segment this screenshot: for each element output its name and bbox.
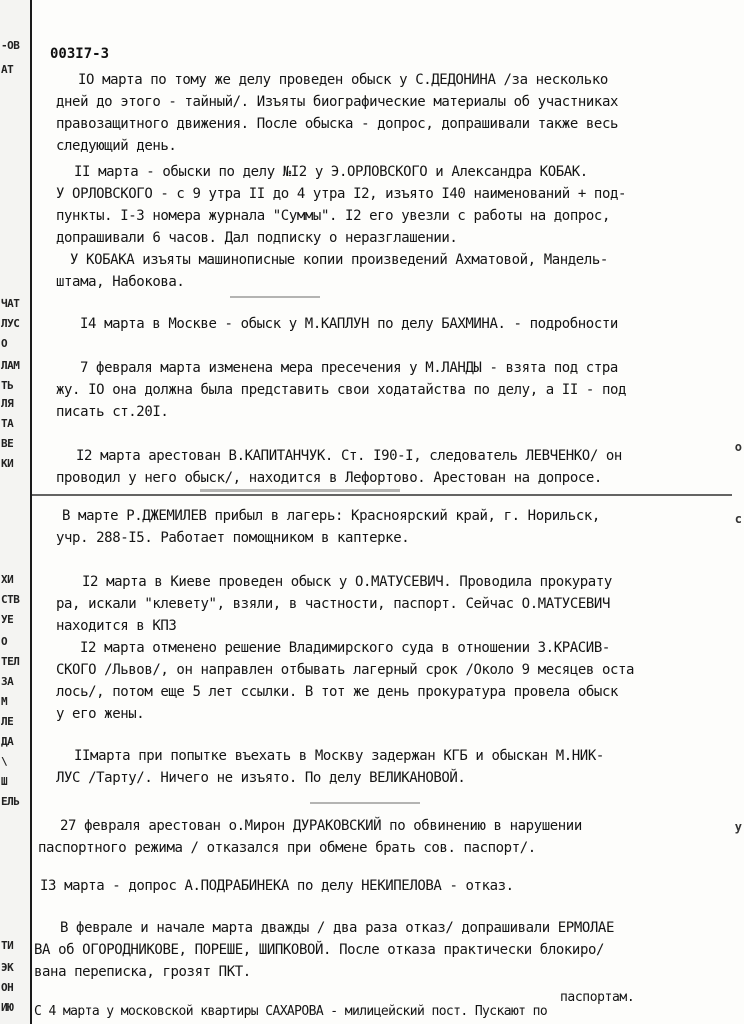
margin-fragment: ТИ — [1, 939, 14, 952]
text-line: В марте Р.ДЖЕМИЛЕВ прибыл в лагерь: Красноярский край, г. Норильск, — [62, 508, 600, 524]
margin-fragment: -ОВ — [1, 39, 20, 52]
margin-fragment: КИ — [1, 457, 14, 470]
right-margin-fragment: с — [734, 512, 742, 526]
text-line: штама, Набокова. — [56, 274, 185, 290]
text-line: ЛУС /Тарту/. Ничего не изъято. По делу ВЕЛИКАНОВОЙ. — [56, 770, 466, 786]
text-line: паспортного режима / отказался при обмене брать сов. паспорт/. — [38, 840, 536, 856]
text-line: IO марта по тому же делу проведен обыск у С.ДЕДОНИНА /за несколько — [78, 72, 608, 88]
right-margin-fragment: у — [734, 820, 742, 834]
text-line: пункты. I-3 номера журнала "Суммы". I2 его увезли с работы на допрос, — [56, 208, 610, 224]
margin-fragment: Ш — [1, 775, 8, 788]
margin-fragment: ТЬ — [1, 379, 14, 392]
margin-fragment: ИЮ — [1, 1001, 14, 1014]
margin-fragment: ВЕ — [1, 437, 14, 450]
margin-fragment: ТЕЛ — [1, 655, 20, 668]
margin-fragment: М — [1, 695, 8, 708]
text-line: лось/, потом еще 5 лет ссылки. В тот же день прокуратура провела обыск — [56, 684, 619, 700]
text-line: следующий день. — [56, 138, 177, 154]
document-number: 003I7-3 — [50, 46, 110, 62]
text-line: СКОГО /Львов/, он направлен отбывать лагерный срок /Около 9 месяцев оста — [56, 662, 635, 678]
text-line: паспортам. — [560, 990, 635, 1005]
text-line: У ОРЛОВСКОГО - с 9 утра II до 4 утра I2, изъято I40 наименований + под- — [56, 186, 627, 202]
scan-divider — [32, 494, 732, 496]
margin-fragment: О — [1, 337, 8, 350]
margin-fragment: ЛЯ — [1, 397, 14, 410]
margin-fragment: ДА — [1, 735, 14, 748]
margin-fragment: ХИ — [1, 573, 14, 586]
left-margin-strip — [0, 0, 32, 1024]
margin-fragment: ЧАТ — [1, 297, 20, 310]
margin-fragment: ЛАМ — [1, 359, 20, 372]
text-line: I2 марта в Киеве проведен обыск у О.МАТУСЕВИЧ. Проводила прокурату — [82, 574, 612, 590]
text-line: IIмарта при попытке въехать в Москву задержан КГБ и обыскан М.НИК- — [74, 748, 604, 764]
text-line: находится в КПЗ — [56, 618, 177, 634]
margin-fragment: ЭК — [1, 961, 14, 974]
text-line: проводил у него обыск/, находится в Лефортово. Арестован на допросе. — [56, 470, 602, 486]
text-line: I3 марта - допрос А.ПОДРАБИНЕКА по делу НЕКИПЕЛОВА - отказ. — [40, 878, 514, 894]
margin-fragment: \ — [1, 755, 8, 768]
scan-artifact — [310, 802, 420, 804]
text-line: 7 февраля марта изменена мера пресечения у М.ЛАНДЫ - взята под стра — [80, 360, 618, 376]
text-line: допрашивали 6 часов. Дал подписку о неразглашении. — [56, 230, 458, 246]
margin-fragment: ЕЛЬ — [1, 795, 20, 808]
text-line: I2 марта арестован В.КАПИТАНЧУК. Ст. I90-I, следователь ЛЕВЧЕНКО/ он — [76, 448, 622, 464]
text-line: 27 февраля арестован о.Мирон ДУРАКОВСКИЙ по обвинению в нарушении — [60, 818, 582, 834]
margin-fragment: ЗА — [1, 675, 14, 688]
margin-fragment: ОН — [1, 981, 14, 994]
margin-fragment: УЕ — [1, 613, 14, 626]
text-line: I2 марта отменено решение Владимирского суда в отношении З.КРАСИВ- — [80, 640, 610, 656]
margin-fragment: ЛЕ — [1, 715, 14, 728]
text-line: правозащитного движения. После обыска - допрос, допрашивали также весь — [56, 116, 619, 132]
text-line: II марта - обыски по делу №I2 у Э.ОРЛОВСКОГО и Александра КОБАК. — [74, 164, 588, 180]
margin-fragment: СТВ — [1, 593, 20, 606]
text-line: писать ст.20I. — [56, 404, 169, 420]
margin-fragment: О — [1, 635, 8, 648]
scan-artifact — [230, 296, 320, 298]
text-line: ВА об ОГОРОДНИКОВЕ, ПОРЕШЕ, ШИПКОВОЙ. После отказа практически блокиро/ — [34, 942, 605, 958]
text-line: учр. 288-I5. Работает помощником в каптерке. — [56, 530, 410, 546]
text-line: С 4 марта у московской квартиры САХАРОВА - милицейский пост. Пускают по — [34, 1004, 548, 1019]
text-line: жу. IO она должна была представить свои ходатайства по делу, а II - под — [56, 382, 627, 398]
text-line: дней до этого - тайный/. Изъяты биографические материалы об участниках — [56, 94, 619, 110]
text-line: вана переписка, грозят ПКТ. — [34, 964, 251, 980]
text-line: У КОБАКА изъяты машинописные копии произведений Ахматовой, Мандель- — [70, 252, 608, 268]
scan-artifact — [200, 489, 400, 492]
margin-fragment: ЛУС — [1, 317, 20, 330]
margin-fragment: ТА — [1, 417, 14, 430]
margin-fragment: АТ — [1, 63, 14, 76]
text-line: В феврале и начале марта дважды / два раза отказ/ допрашивали ЕРМОЛАЕ — [60, 920, 614, 936]
text-line: ра, искали "клевету", взяли, в частности, паспорт. Сейчас О.МАТУСЕВИЧ — [56, 596, 610, 612]
text-line: у его жены. — [56, 706, 145, 722]
text-line: I4 марта в Москве - обыск у М.КАПЛУН по делу БАХМИНА. - подробности — [80, 316, 618, 332]
right-margin-fragment: о — [734, 440, 742, 454]
